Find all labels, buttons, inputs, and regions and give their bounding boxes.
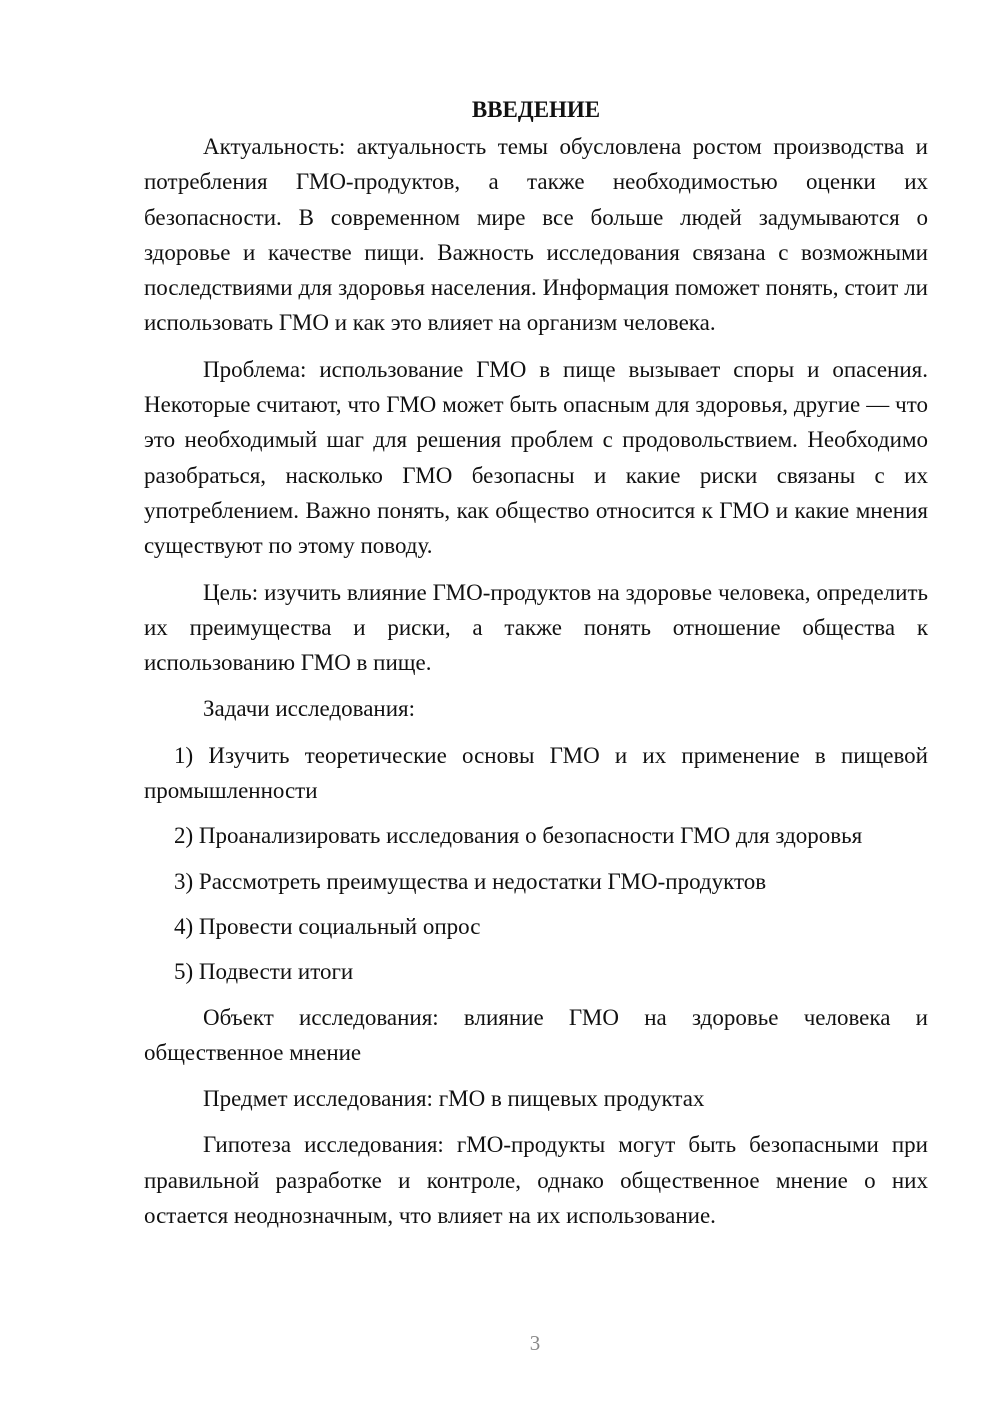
document-page <box>144 92 928 1244</box>
task-item-2: 2) Проанализировать исследования о безопасности ГМО для здоровья <box>174 823 863 849</box>
task-item-3: 3) Рассмотреть преимущества и недостатки ГМО-продуктов <box>174 868 767 894</box>
tasks-heading: Задачи исследования: <box>203 696 416 722</box>
task-item-1: 1) Изучить теоретические основы ГМО и их применение в пищевой промышленности <box>144 742 928 804</box>
object-paragraph: Объект исследования: влияние ГМО на здоровье человека и общественное мнение <box>144 1004 928 1065</box>
task-item-4: 4) Провести социальный опрос <box>174 913 481 939</box>
section-title: ВВЕДЕНИЕ <box>471 97 601 122</box>
page-number: 3 <box>529 1331 541 1355</box>
hypothesis-paragraph: Гипотеза исследования: гМО-продукты могут быть безопасными при правильной разработке и контроле, однако общественное мнение о них остается неоднозначным, что влияет на их использование. <box>144 1132 928 1229</box>
problem-paragraph: Проблема: использование ГМО в пище вызывает споры и опасения. Некоторые считают, что ГМО может быть опасным для здоровья, другие — что это необходимый шаг для решения проблем с продовольствием. Необходимо разобраться, насколько ГМО безопасны и какие риски связаны с их употреблением. Важно понять, как общество относится к ГМО и какие мнения существуют по этому поводу. <box>144 356 928 559</box>
relevance-paragraph: Актуальность: актуальность темы обусловлена ростом производства и потребления ГМО-продуктов, а также необходимостью оценки их безопасности. В современном мире все больше людей задумываются о здоровье и качестве пищи. Важность исследования связана с возможными последствиями для здоровья населения. Информация поможет понять, стоит ли использовать ГМО и как это влияет на организм человека. <box>144 134 928 336</box>
goal-paragraph: Цель: изучить влияние ГМО-продуктов на здоровье человека, определить их преимущества и риски, а также понять отношение общества к использованию ГМО в пище. <box>144 579 928 676</box>
task-item-5: 5) Подвести итоги <box>174 959 354 985</box>
subject-paragraph: Предмет исследования: гМО в пищевых продуктах <box>203 1086 705 1112</box>
